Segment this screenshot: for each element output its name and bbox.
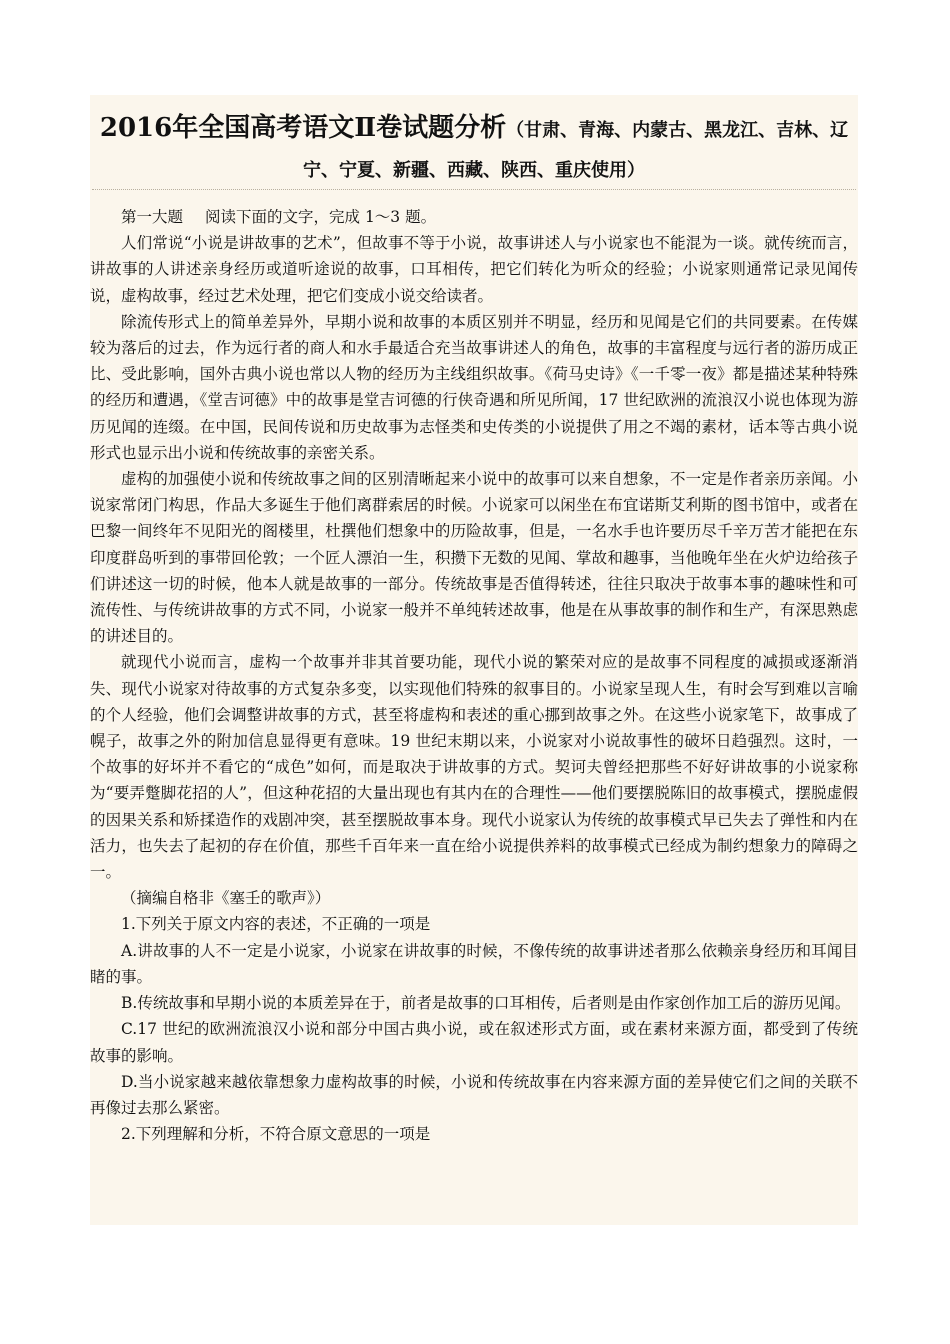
passage-paragraph-3: 虚构的加强使小说和传统故事之间的区别清晰起来小说中的故事可以来自想象，不一定是作者亲历亲闻。小说家常闭门构思，作品大多诞生于他们离群索居的时候。小说家可以闲坐在布宜诺斯艾利斯的图书馆中，或者在巴黎一间终年不见阳光的阁楼里，杜撰他们想象中的历险故事，但是，一名水手也许要历尽千辛万苦才能把在东印度群岛听到的事带回伦敦；一个匠人漂泊一生，积攒下无数的见闻、掌故和趣事，当他晚年坐在火炉边给孩子们讲述这一切的时候，他本人就是故事的一部分。传统故事是否值得转述，往往只取决于故事本事的趣味性和可流传性、与传统讲故事的方式不同，小说家一般并不单纯转述故事，他是在从事故事的制作和生产，有深思熟虑的讲述目的。 <box>90 470 858 646</box>
passage-paragraph-1: 人们常说“小说是讲故事的艺术”，但故事不等于小说，故事讲述人与小说家也不能混为一谈。就传统而言，讲故事的人讲述亲身经历或道听途说的故事，口耳相传，把它们转化为听众的经验；小说家则通常记录见闻传说，虚构故事，经过艺术处理，把它们变成小说交给读者。 <box>90 234 858 305</box>
section-label: 第一大题 <box>121 208 184 226</box>
passage-paragraph-2: 除流传形式上的简单差异外，早期小说和故事的本质区别并不明显，经历和见闻是它们的共同要素。在传媒较为落后的过去，作为远行者的商人和水手最适合充当故事讲述人的角色，故事的丰富程度与远行者的游历成正比、受此影响，国外古典小说也常以人物的经历为主线组织故事。《荷马史诗》《一千零一夜》都是描述某种特殊的经历和遭遇，《堂吉诃德》中的故事是堂吉诃德的行侠奇遇和所见所闻，17 世纪欧洲的流浪汉小说也体现为游历见闻的连缀。在中国，民间传说和历史故事为志怪类和史传类的小说提供了用之不竭的素材，话本等古典小说形式也显示出小说和传统故事的亲密关系。 <box>90 312 858 462</box>
question-2-stem: 2.下列理解和分析，不符合原文意思的一项是 <box>121 1125 431 1144</box>
document-body <box>90 204 858 1147</box>
title-main: 2016年全国高考语文Ⅱ卷试题分析 <box>99 113 507 143</box>
passage-source: （摘编自格非《塞壬的歌声》） <box>121 889 331 908</box>
question-1-option-c: C.17 世纪的欧洲流浪汉小说和部分中国古典小说，或在叙述形式方面，或在素材来源方面，都受到了传统故事的影响。 <box>90 1020 858 1065</box>
title-sub: （甘肃、青海、内蒙古、黑龙江、吉林、辽宁、宁夏、新疆、西藏、陕西、重庆使用） <box>303 120 849 181</box>
question-1-option-d: D.当小说家越来越依靠想象力虚构故事的时候，小说和传统故事在内容来源方面的差异使它们之间的关联不再像过去那么紧密。 <box>90 1072 858 1117</box>
document-title <box>90 108 858 191</box>
question-1-option-b: B.传统故事和早期小说的本质差异在于，前者是故事的口耳相传，后者则是由作家创作加工后的游历见闻。 <box>121 994 851 1013</box>
passage-paragraph-4: 就现代小说而言，虚构一个故事并非其首要功能，现代小说的繁荣对应的是故事不同程度的减损或逐渐消失、现代小说家对待故事的方式复杂多变，以实现他们特殊的叙事目的。小说家呈现人生，有时会写到难以言喻的个人经验，他们会调整讲故事的方式，甚至将虚构和表述的重心挪到故事之外。在这些小说家笔下，故事成了幌子，故事之外的附加信息显得更有意味。19 世纪末期以来，小说家对小说故事性的破坏日趋强烈。这时，一个故事的好坏并不看它的“成色”如何，而是取决于讲故事的方式。契诃夫曾经把那些不好好讲故事的小说家称为“要弄蹩脚花招的人”，但这种花招的大量出现也有其内在的合理性——他们要摆脱陈旧的故事模式，摆脱虚假的因果关系和矫揉造作的戏剧冲突，甚至摆脱故事本身。现代小说家认为传统的故事模式早已失去了弹性和内在活力，也失去了起初的存在价值，那些千百年来一直在给小说提供养料的故事模式已经成为制约想象力的障碍之一。 <box>90 653 858 882</box>
section-heading <box>90 204 858 230</box>
section-instruction: 阅读下面的文字，完成 1～3 题。 <box>205 208 437 226</box>
question-1-option-a: A.讲故事的人不一定是小说家，小说家在讲故事的时候，不像传统的故事讲述者那么依赖亲身经历和耳闻目睹的事。 <box>90 941 858 986</box>
question-1-stem: 1.下列关于原文内容的表述，不正确的一项是 <box>121 915 431 934</box>
title-divider <box>92 189 856 190</box>
